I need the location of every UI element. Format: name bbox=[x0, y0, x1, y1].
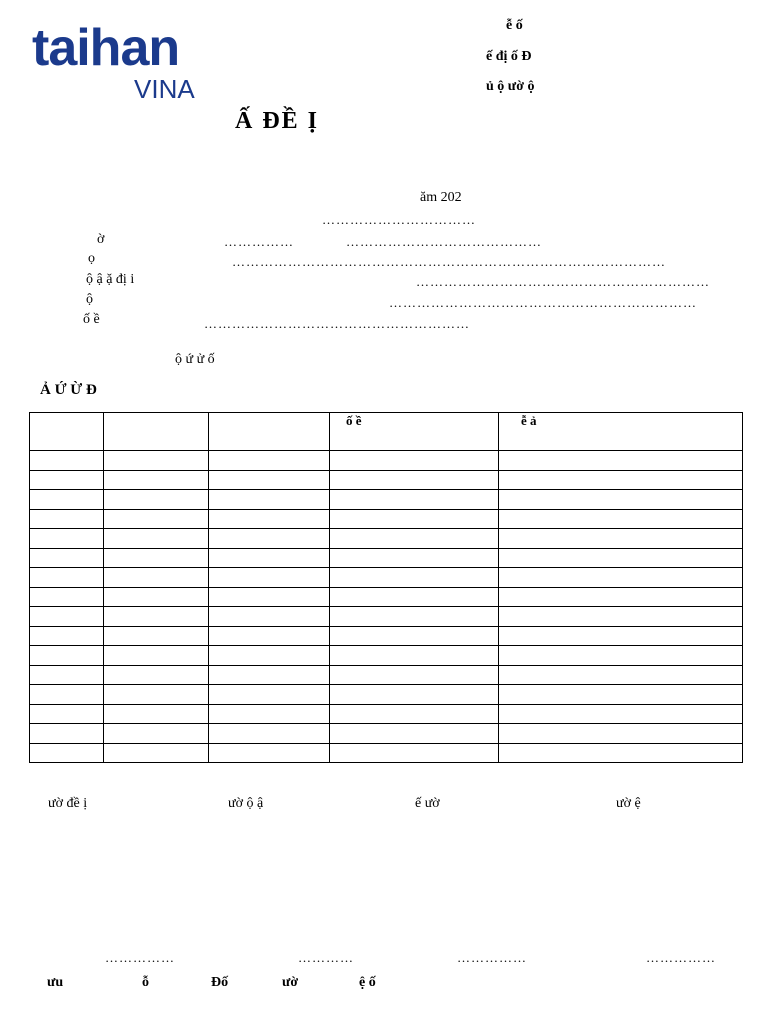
header-line-1: ễ ố bbox=[506, 18, 523, 33]
table-cell bbox=[209, 685, 330, 705]
row5-dots: ………………………………………………… bbox=[204, 316, 470, 331]
table-cell bbox=[330, 587, 499, 607]
table-cell bbox=[209, 665, 330, 685]
table-cell bbox=[104, 646, 209, 666]
footer-text-4: ườ bbox=[282, 975, 299, 990]
table-cell bbox=[104, 529, 209, 549]
table-cell bbox=[104, 490, 209, 510]
table-cell bbox=[104, 470, 209, 490]
table-cell bbox=[330, 626, 499, 646]
table-cell bbox=[330, 490, 499, 510]
table-header-cell bbox=[30, 413, 104, 451]
table-cell bbox=[330, 548, 499, 568]
table-cell bbox=[330, 743, 499, 763]
table-cell bbox=[104, 665, 209, 685]
table-cell bbox=[499, 548, 743, 568]
sign-dots-3: …………… bbox=[457, 950, 527, 965]
row4-dots: ………………………………………………………… bbox=[389, 295, 697, 310]
table-cell bbox=[209, 607, 330, 627]
sign-label-3: ế ườ bbox=[415, 796, 440, 811]
row1-dots-1: …………… bbox=[224, 234, 294, 249]
table-cell bbox=[330, 724, 499, 744]
table-row bbox=[30, 451, 743, 471]
record-table bbox=[29, 412, 743, 763]
table-cell bbox=[330, 470, 499, 490]
row4-label: ộ bbox=[86, 292, 93, 307]
table-cell bbox=[30, 568, 104, 588]
table-cell bbox=[330, 451, 499, 471]
page-title: Ấ ĐỀ Ị bbox=[235, 108, 320, 134]
sign-label-1: ườ đề ị bbox=[48, 796, 88, 811]
table-cell bbox=[499, 665, 743, 685]
table-header-cell: ễ ả bbox=[499, 413, 743, 451]
table-cell bbox=[330, 704, 499, 724]
table-cell bbox=[330, 665, 499, 685]
table-row bbox=[30, 607, 743, 627]
table-row bbox=[30, 685, 743, 705]
table-cell bbox=[209, 529, 330, 549]
table-cell bbox=[499, 587, 743, 607]
table-cell bbox=[104, 685, 209, 705]
table-cell bbox=[499, 509, 743, 529]
table-header-cell: ố ề bbox=[330, 413, 499, 451]
table-cell bbox=[30, 529, 104, 549]
table-row bbox=[30, 490, 743, 510]
row2-label: ọ bbox=[88, 251, 95, 266]
table-cell bbox=[499, 451, 743, 471]
table-row bbox=[30, 529, 743, 549]
table-cell bbox=[499, 626, 743, 646]
table-cell bbox=[30, 470, 104, 490]
section-heading: Ả Ứ Ừ Đ bbox=[40, 382, 97, 398]
date-line: ăm 202 bbox=[420, 190, 462, 205]
table-row bbox=[30, 470, 743, 490]
table-row bbox=[30, 626, 743, 646]
table-row bbox=[30, 665, 743, 685]
table-cell bbox=[209, 490, 330, 510]
table-row bbox=[30, 509, 743, 529]
table-row bbox=[30, 646, 743, 666]
footer-text-3: Đố bbox=[211, 975, 229, 990]
footer-text-1: ưu bbox=[47, 975, 64, 990]
sign-dots-2: ………… bbox=[298, 950, 354, 965]
table-cell bbox=[499, 607, 743, 627]
table-cell bbox=[209, 470, 330, 490]
table-cell bbox=[104, 548, 209, 568]
table-cell bbox=[209, 568, 330, 588]
table-cell bbox=[330, 685, 499, 705]
table-cell bbox=[104, 568, 209, 588]
table-cell bbox=[30, 724, 104, 744]
header-line-3: ủ ộ ườ ộ bbox=[486, 79, 535, 94]
row5-label: ố ề bbox=[83, 312, 100, 327]
table-cell bbox=[209, 548, 330, 568]
table-cell bbox=[499, 529, 743, 549]
table-cell bbox=[30, 665, 104, 685]
table-header-row bbox=[30, 413, 743, 451]
row3-dots: ……………………………………………………… bbox=[416, 274, 710, 289]
table-cell bbox=[209, 626, 330, 646]
table-cell bbox=[209, 646, 330, 666]
table-cell bbox=[330, 568, 499, 588]
sign-label-2: ườ ộ ậ bbox=[228, 796, 264, 811]
dots-top: …………………………… bbox=[322, 212, 476, 227]
table-row bbox=[30, 587, 743, 607]
row1-label: ờ bbox=[97, 232, 105, 247]
section-note: ộ ứ ử ố bbox=[175, 352, 215, 367]
table-row bbox=[30, 704, 743, 724]
table-cell bbox=[209, 704, 330, 724]
table-cell bbox=[499, 470, 743, 490]
header-line-2: ế đị ố Đ bbox=[486, 49, 532, 64]
table-cell bbox=[30, 548, 104, 568]
table-cell bbox=[104, 704, 209, 724]
row2-dots: ………………………………………………………………………………… bbox=[232, 254, 666, 269]
table-cell bbox=[209, 743, 330, 763]
table-cell bbox=[30, 646, 104, 666]
table-cell bbox=[30, 509, 104, 529]
sign-dots-1: …………… bbox=[105, 950, 175, 965]
table-cell bbox=[104, 451, 209, 471]
table-cell bbox=[330, 607, 499, 627]
table-cell bbox=[499, 685, 743, 705]
table-row bbox=[30, 548, 743, 568]
table-header-cell bbox=[209, 413, 330, 451]
table-cell bbox=[30, 704, 104, 724]
table-cell bbox=[30, 626, 104, 646]
table-header-cell bbox=[104, 413, 209, 451]
table-cell bbox=[104, 509, 209, 529]
table-cell bbox=[499, 724, 743, 744]
table-cell bbox=[499, 743, 743, 763]
table-cell bbox=[30, 587, 104, 607]
table-cell bbox=[104, 626, 209, 646]
sign-dots-4: …………… bbox=[646, 950, 716, 965]
table-cell bbox=[209, 451, 330, 471]
footer-text-5: ệ ố bbox=[359, 975, 376, 990]
row1-dots-2: …………………………………… bbox=[346, 234, 542, 249]
table-cell bbox=[104, 587, 209, 607]
table-cell bbox=[209, 509, 330, 529]
table-cell bbox=[104, 743, 209, 763]
table-cell bbox=[499, 490, 743, 510]
table-cell bbox=[209, 587, 330, 607]
table-cell bbox=[30, 451, 104, 471]
table-cell bbox=[104, 607, 209, 627]
table-cell bbox=[499, 704, 743, 724]
table-cell bbox=[330, 529, 499, 549]
table-cell bbox=[499, 646, 743, 666]
table-cell bbox=[30, 490, 104, 510]
table-cell bbox=[104, 724, 209, 744]
sign-label-4: ườ ệ bbox=[616, 796, 641, 811]
table-cell bbox=[499, 568, 743, 588]
logo-brand: taihan bbox=[32, 19, 180, 77]
table-cell bbox=[330, 646, 499, 666]
table-row bbox=[30, 724, 743, 744]
logo-sub: VINA bbox=[134, 74, 195, 104]
table-cell bbox=[330, 509, 499, 529]
table-row bbox=[30, 743, 743, 763]
table-row bbox=[30, 568, 743, 588]
table-cell bbox=[209, 724, 330, 744]
footer-text-2: ỗ bbox=[142, 975, 149, 990]
table-cell bbox=[30, 685, 104, 705]
table-cell bbox=[30, 743, 104, 763]
row3-label: ộ ậ ặ đị i bbox=[86, 272, 135, 287]
table-cell bbox=[30, 607, 104, 627]
